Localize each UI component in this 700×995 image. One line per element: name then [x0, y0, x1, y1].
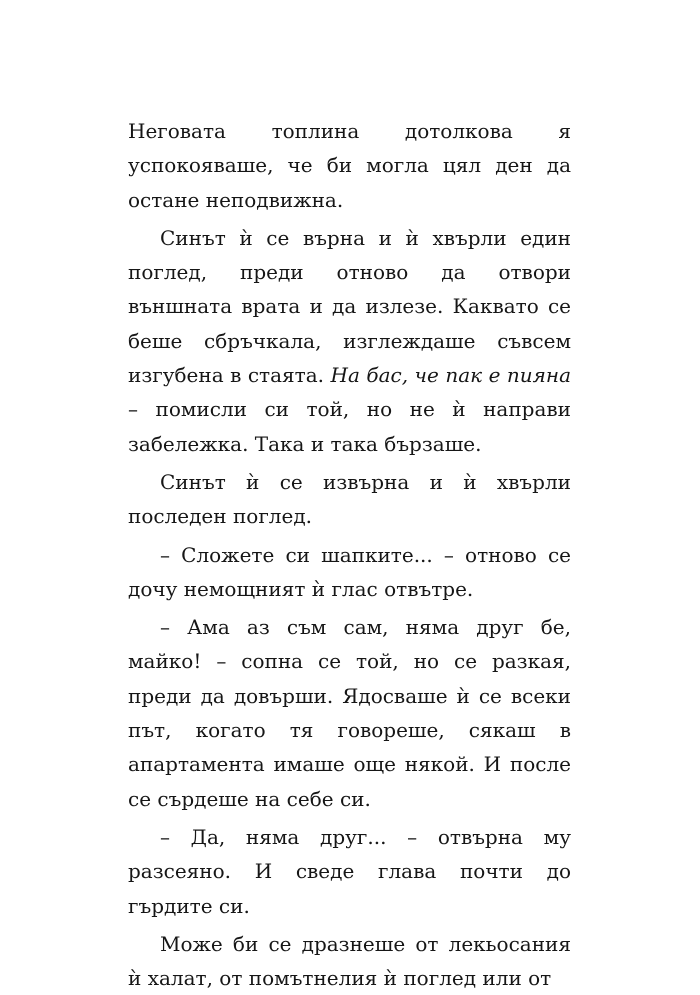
paragraph-3: [128, 465, 571, 534]
paragraph-2-italic-thought: На бас, че пак е пияна: [330, 363, 571, 388]
paragraph-2-text-after: – помисли си той, но не ѝ направи забележка. Така и така бързаше.: [128, 397, 571, 456]
paragraph-2-text-before: Синът ѝ се върна и ѝ хвърли един поглед, преди отново да отвори външната врата и да излезе. Каквато се беше сбръчкала, изглеждаше съвсем изгубена в стаята.: [128, 225, 571, 388]
paragraph-7: [128, 927, 571, 995]
paragraph-5: [128, 610, 571, 816]
paragraph-1-text: Неговата топлина дотолкова я успокояваше, че би могла цял ден да остане неподвижна.: [128, 119, 571, 212]
paragraph-7-text: Може би се дразнеше от лекьосания ѝ халат, от помътнелия ѝ поглед или от: [128, 931, 571, 991]
paragraph-6-text: – Да, няма друг... – отвърна му разсеяно. И сведе глава почти до гърдите си.: [128, 824, 571, 918]
paragraph-3-text: Синът ѝ се извърна и ѝ хвърли последен поглед.: [128, 469, 571, 529]
paragraph-5-text: – Ама аз съм сам, няма друг бе, майко! – сопна се той, но се разкая, преди да довърши. Ядосваше ѝ се всеки път, когато тя говореше, сякаш в апартамента имаше още някой. И после се сърдеше на себе си.: [128, 615, 571, 811]
body-text: [128, 114, 571, 995]
paragraph-2: [128, 221, 571, 461]
paragraph-1: [128, 114, 571, 217]
paragraph-6: [128, 820, 571, 923]
paragraph-4: [128, 538, 571, 607]
paragraph-4-text: – Сложете си шапките... – отново се дочу немощният ѝ глас отвътре.: [128, 542, 571, 601]
